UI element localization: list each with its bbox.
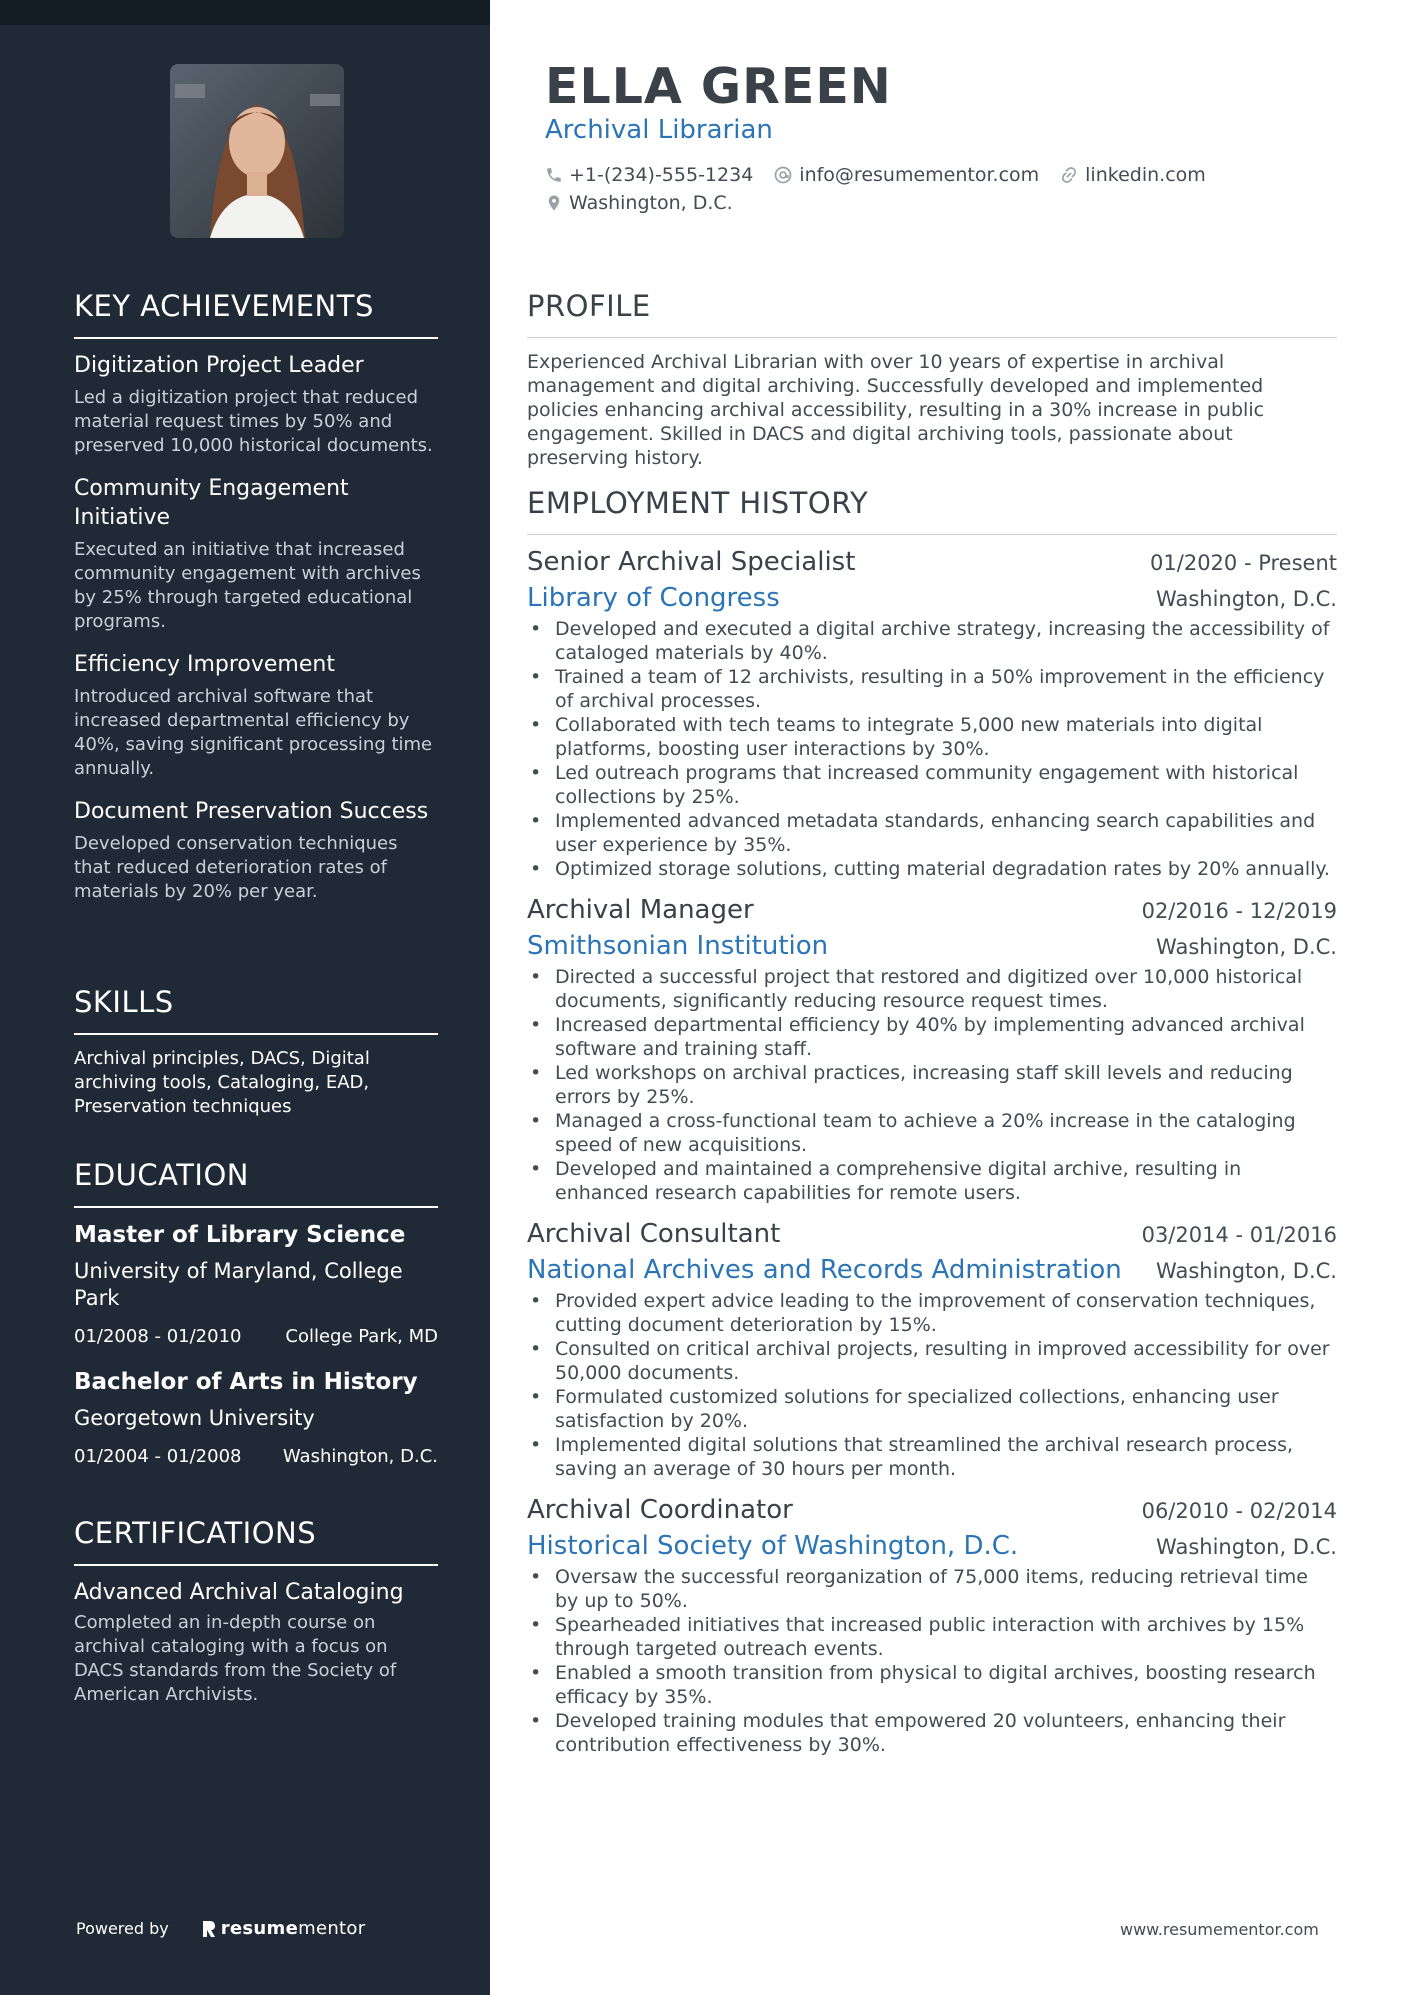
key-achievements-heading: KEY ACHIEVEMENTS [74,289,438,339]
achievement-desc: Introduced archival software that increased departmental efficiency by 40%, saving significant processing time annually. [74,686,433,779]
achievement-item [74,797,438,904]
job-company: National Archives and Records Administration [527,1255,1122,1285]
job-bullet: • Oversaw the successful reorganization of 75,000 items, reducing retrieval time by up to 50%. [527,1565,1337,1613]
location-text: Washington, D.C. [569,192,733,214]
job-bullets [527,965,1337,1205]
link-icon [1059,165,1079,185]
job-bullet: • Spearheaded initiatives that increased public interaction with archives by 15% through targeted outreach events. [527,1613,1337,1661]
job-bullets [527,617,1337,881]
job-dates: 03/2014 - 01/2016 [1141,1223,1337,1247]
certifications-section [74,1516,438,1707]
certifications-heading: CERTIFICATIONS [74,1516,438,1566]
achievement-desc: Developed conservation techniques that reduced deterioration rates of materials by 20% per year. [74,833,398,902]
email-text: info@resumementor.com [799,164,1040,186]
education-location: Washington, D.C. [282,1446,438,1467]
brand-bold: resume [220,1918,299,1939]
powered-by-label: Powered by [76,1919,169,1938]
certification-item [74,1578,438,1707]
achievement-desc: Executed an initiative that increased community engagement with archives by 25% through targeted educational programs. [74,539,421,632]
job-location: Washington, D.C. [1156,1535,1337,1559]
education-item [74,1367,438,1467]
skills-heading: SKILLS [74,985,438,1035]
contact-phone[interactable] [545,164,753,186]
job-bullet: • Managed a cross-functional team to achieve a 20% increase in the cataloging speed of new acquisitions. [527,1109,1337,1157]
achievement-title: Community Engagement Initiative [74,476,349,530]
education-degree: Master of Library Science [74,1222,406,1248]
powered-by [76,1918,365,1939]
job-bullet: • Formulated customized solutions for specialized collections, enhancing user satisfaction by 20%. [527,1385,1337,1433]
skills-section [74,985,438,1119]
job-dates: 06/2010 - 02/2014 [1141,1499,1337,1523]
candidate-role: Archival Librarian [545,115,773,145]
job-bullets [527,1565,1337,1757]
candidate-name: ELLA GREEN [545,58,892,115]
job-bullet: • Directed a successful project that restored and digitized over 10,000 historical documents, significantly reducing resource request times. [527,965,1337,1013]
sidebar-top-bar [0,0,490,25]
sidebar [0,0,490,1995]
job-bullet: • Developed and maintained a comprehensive digital archive, resulting in enhanced research capabilities for remote users. [527,1157,1337,1205]
phone-icon [545,166,563,184]
brand-light: mentor [298,1918,366,1939]
job-bullet: • Optimized storage solutions, cutting material degradation rates by 20% annually. [527,857,1337,881]
education-school: Georgetown University [74,1406,315,1430]
job-location: Washington, D.C. [1156,587,1337,611]
job-company: Library of Congress [527,583,780,613]
job-dates: 01/2020 - Present [1150,551,1337,575]
education-section [74,1158,438,1487]
profile-photo [170,64,344,238]
job-location: Washington, D.C. [1156,935,1337,959]
phone-text: +1-(234)-555-1234 [569,164,754,186]
education-school: University of Maryland, College Park [74,1259,403,1310]
profile-heading: PROFILE [527,289,1337,338]
education-item [74,1220,438,1347]
location-pin-icon [545,193,563,213]
employment-section [527,486,1337,1771]
job-bullet: • Implemented advanced metadata standards, enhancing search capabilities and user experience by 35%. [527,809,1337,857]
job-entry [527,895,1337,1205]
education-dates: 01/2004 - 01/2008 [74,1446,242,1467]
achievement-title: Document Preservation Success [74,799,429,824]
job-bullet: • Collaborated with tech teams to integrate 5,000 new materials into digital platforms, boosting user interactions by 30%. [527,713,1337,761]
job-title: Archival Manager [527,895,754,925]
education-location: College Park, MD [285,1326,438,1347]
job-title: Archival Coordinator [527,1495,793,1525]
job-location: Washington, D.C. [1156,1259,1337,1283]
job-bullet: • Led outreach programs that increased community engagement with historical collections by 25%. [527,761,1337,809]
job-bullet: • Implemented digital solutions that streamlined the archival research process, saving an average of 30 hours per month. [527,1433,1337,1481]
achievement-item [74,650,438,781]
job-bullet: • Developed training modules that empowered 20 volunteers, enhancing their contribution effectiveness by 30%. [527,1709,1337,1757]
contact-row [545,164,1226,186]
achievement-title: Efficiency Improvement [74,652,335,677]
job-dates: 02/2016 - 12/2019 [1141,899,1337,923]
job-bullet: • Led workshops on archival practices, increasing staff skill levels and reducing errors by 25%. [527,1061,1337,1109]
skills-list: Archival principles, DACS, Digital archiving tools, Cataloging, EAD, Preservation techniques [74,1048,370,1117]
job-bullet: • Trained a team of 12 archivists, resulting in a 50% improvement in the efficiency of archival processes. [527,665,1337,713]
job-bullets [527,1289,1337,1481]
profile-section [527,289,1337,470]
job-company: Smithsonian Institution [527,931,829,961]
job-bullet: • Enabled a smooth transition from physical to digital archives, boosting research efficacy by 35%. [527,1661,1337,1709]
resumementor-logo-icon [201,1919,217,1939]
job-title: Archival Consultant [527,1219,781,1249]
education-dates: 01/2008 - 01/2010 [74,1326,242,1347]
certification-desc: Completed an in-depth course on archival cataloging with a focus on DACS standards from the Society of American Archivists. [74,1612,397,1705]
linkedin-text: linkedin.com [1085,164,1206,186]
education-heading: EDUCATION [74,1158,438,1208]
job-bullet: • Provided expert advice leading to the improvement of conservation techniques, cutting document deterioration by 15%. [527,1289,1337,1337]
job-title: Senior Archival Specialist [527,547,856,577]
key-achievements-section [74,289,438,920]
achievement-title: Digitization Project Leader [74,353,364,378]
achievement-item [74,474,438,634]
job-bullet: • Consulted on critical archival projects, resulting in improved accessibility for over 50,000 documents. [527,1337,1337,1385]
job-bullet: • Increased departmental efficiency by 40% by implementing advanced archival software and training staff. [527,1013,1337,1061]
profile-text: Experienced Archival Librarian with over 10 years of expertise in archival management and digital archiving. Successfully developed and implemented policies enhancing archival accessibility, resulting in a 30% increase in public engagement. Skilled in DACS and digital archiving tools, passionate about preserving history. [527,351,1265,469]
job-bullet: • Developed and executed a digital archive strategy, increasing the accessibility of cataloged materials by 40%. [527,617,1337,665]
achievement-item [74,351,438,458]
at-icon [773,165,793,185]
job-entry [527,1219,1337,1481]
achievement-desc: Led a digitization project that reduced material request times by 50% and preserved 10,000 historical documents. [74,387,433,456]
job-entry [527,547,1337,881]
contact-linkedin[interactable] [1059,164,1206,186]
resumementor-logo[interactable] [201,1918,366,1939]
footer-url[interactable]: www.resumementor.com [1120,1920,1319,1939]
certification-title: Advanced Archival Cataloging [74,1580,404,1605]
employment-heading: EMPLOYMENT HISTORY [527,486,1337,535]
education-degree: Bachelor of Arts in History [74,1369,418,1395]
contact-location [545,192,733,214]
contact-row-2 [545,192,753,214]
job-entry [527,1495,1337,1757]
job-company: Historical Society of Washington, D.C. [527,1531,1019,1561]
contact-email[interactable] [773,164,1039,186]
